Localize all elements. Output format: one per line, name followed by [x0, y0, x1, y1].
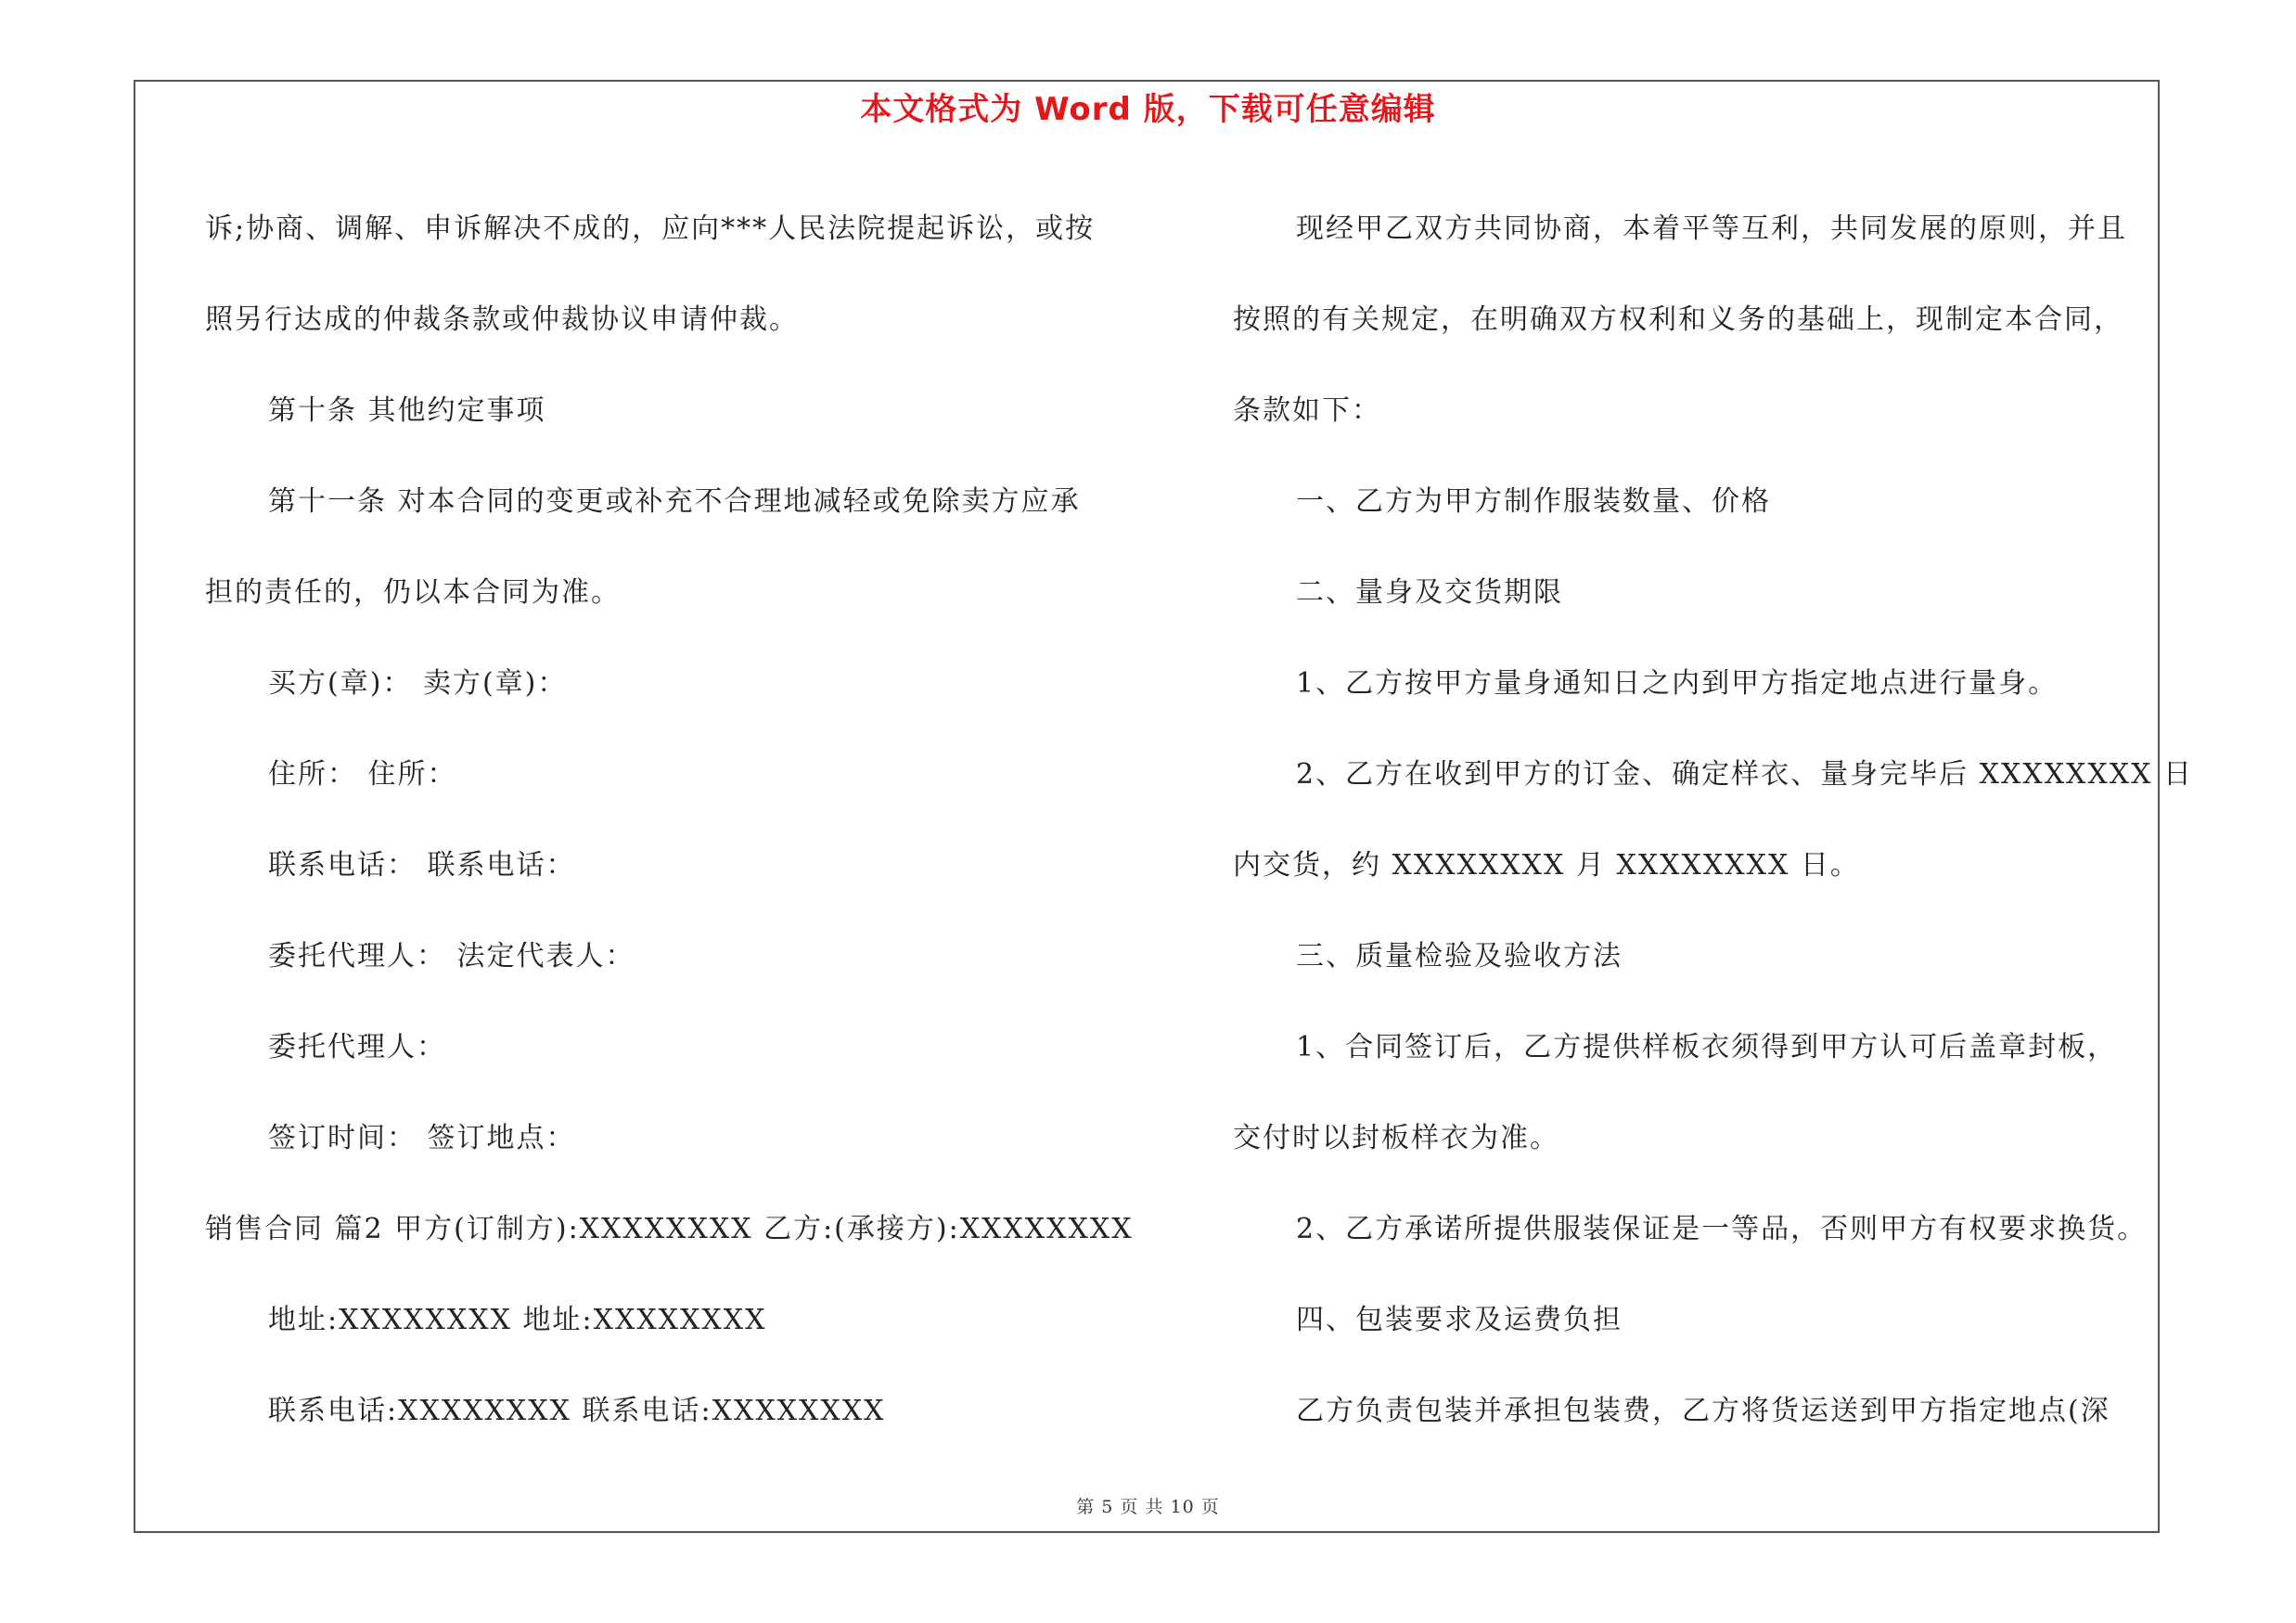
right-text-column: [1233, 184, 2194, 1457]
text-line: 第十一条 对本合同的变更或补充不合理地减轻或免除卖方应承: [268, 485, 1081, 518]
text-line: 2、乙方在收到甲方的订金、确定样衣、量身完毕后 XXXXXXXX 日: [1296, 758, 2194, 791]
text-line: 内交货，约 XXXXXXXX 月 XXXXXXXX 日。: [1233, 849, 1860, 882]
text-line: 乙方负责包装并承担包装费，乙方将货运送到甲方指定地点(深: [1296, 1395, 2110, 1427]
text-line: 交付时以封板样衣为准。: [1233, 1122, 1559, 1154]
text-line: 住所： 住所：: [268, 758, 457, 791]
text-line: 第十条 其他约定事项: [268, 394, 546, 427]
text-line: 委托代理人： 法定代表人：: [268, 940, 635, 973]
text-line: 1、乙方按甲方量身通知日之内到甲方指定地点进行量身。: [1296, 667, 2059, 700]
text-line: 四、包装要求及运费负担: [1296, 1304, 1623, 1336]
text-line: 担的责任的，仍以本合同为准。: [205, 576, 621, 609]
format-notice-banner: 本文格式为 Word 版，下载可任意编辑: [860, 91, 1436, 128]
text-line: 现经甲乙双方共同协商，本着平等互利，共同发展的原则，并且: [1296, 213, 2127, 245]
text-line: 买方(章)： 卖方(章)：: [268, 667, 568, 700]
text-line: 照另行达成的仲裁条款或仲裁协议申请仲裁。: [205, 303, 799, 336]
left-text-column: [205, 184, 1133, 1457]
text-line: 销售合同 篇2 甲方(订制方):XXXXXXXX 乙方:(承接方):XXXXXXXX: [205, 1213, 1134, 1245]
page-number-footer: 第 5 页 共 10 页: [1076, 1497, 1220, 1517]
text-line: 诉;协商、调解、申诉解决不成的，应向***人民法院提起诉讼，或按: [205, 213, 1096, 245]
text-line: 联系电话:XXXXXXXX 联系电话:XXXXXXXX: [268, 1395, 886, 1427]
text-line: 委托代理人：: [268, 1031, 446, 1063]
text-line: 签订时间： 签订地点：: [268, 1122, 576, 1154]
text-line: 按照的有关规定，在明确双方权利和义务的基础上，现制定本合同，: [1233, 303, 2123, 336]
text-line: 2、乙方承诺所提供服装保证是一等品，否则甲方有权要求换货。: [1296, 1213, 2148, 1245]
text-line: 二、量身及交货期限: [1296, 576, 1563, 609]
text-line: 条款如下：: [1233, 394, 1381, 427]
text-line: 地址:XXXXXXXX 地址:XXXXXXXX: [268, 1304, 767, 1336]
text-line: 一、乙方为甲方制作服装数量、价格: [1296, 485, 1771, 518]
text-line: 三、质量检验及验收方法: [1296, 940, 1623, 973]
text-line: 联系电话： 联系电话：: [268, 849, 576, 882]
text-line: 1、合同签订后，乙方提供样板衣须得到甲方认可后盖章封板，: [1296, 1031, 2118, 1063]
